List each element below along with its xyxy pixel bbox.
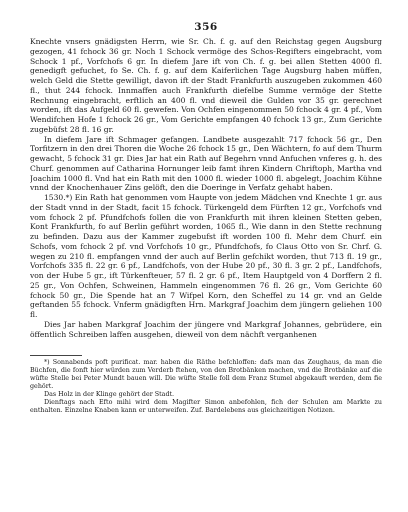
paragraph: In diefem Jare ift Schmager gefangen. Landbete ausgezahlt 717 fchock 56 gr., Den Torfitzern in den drei Thoren die Woche 26 fchock 15 gr., Den Wächtern, fo auf dem Thurm gewacht, 5 fchock 31 gr. Dies Jar hat ein Rath auf Begehrn vnnd Anfuchen vnferes g. h. des Churf. genommen auf Catharina Hornunger leib famt ihren Kindern Chriftoph, Martha vnd Joachim 1000 fl. Vnd hat ein Rath mit den 1000 fl. wieder 1000 fl. abgelegt, Joachim Kühne vnnd der Knochenhauer Zins gelöft, den die Doeringe in Verfatz gehabt haben. bbox=[30, 134, 382, 193]
body-text bbox=[30, 37, 382, 339]
paragraph: Dies Jar haben Markgraf Joachim der jüngere vnd Markgraf Johannes, gebrüdere, ein öffentlich Schreiben laffen ausgehen, dieweil von dem nächft verganhenen bbox=[30, 319, 382, 339]
paragraph: Knechte vnsers gnädigsten Herrn, wie Sr. Ch. f. g. auf den Reichstag gegen Augsburg gezogen, 41 fchock 36 gr. Noch 1 Schock vermöge des Schos-Regifters eingebracht, vom Schock 1 pf., Vorfchofs 6 gr. In diefem Jare ift von Ch. f. g. bei allen Stetten 4000 fl. genedigft gefuchet, fo Se. Ch. f. g. auf dem Kaiferlichen Tage Augsburg haben müffen, welch Geld die Stette gewilligt, davon ift der Stadt Frankfurth auszugeben zukommen 460 fl., thut 244 fchock. Innmaffen auch Frankfurth diefelbe Summe vermöge der Stette Rechnung eingebracht, erftlich an 400 fl. vnd dieweil die Gulden vor 35 gr. gerechnet worden, ift das Aufgeld 60 fl. gewefen. Von Ochfen eingenommen 50 fchock 4 gr. 4 pf., Vom Wendifchen Hofe 1 fchock 26 gr., Vom Gerichte empfangen 40 fchock 13 gr., Zum Gerichte zugebüfst 28 fl. 16 gr. bbox=[30, 37, 382, 134]
page-number: 356 bbox=[194, 21, 218, 33]
document-page bbox=[30, 20, 382, 504]
footnote: Das Holz in der Klinge gehört der Stadt. bbox=[44, 390, 175, 398]
footnote: *) Sonnabends poft purificat. mar. haben die Räthe befchloffen: dafs man das Zeughaus, da man die Büchfen, die fonft hier würden zum Verderb ftehen, von den Brotbänken machen, vnd die Brotbänke auf die wüfte Stelle bei Peter Mundt bauen will. Die wüfte Stelle foll dem Franz Stumel abgekauft werden, dem fie gehört. bbox=[30, 359, 382, 390]
footnotes bbox=[30, 359, 382, 414]
paragraph: 1530.*) Ein Rath hat genommen vom Haupte von jedem Mädchen vnd Knechte 1 gr. aus der Stadt vnnd in der Stadt, facit 15 fchock. Türkengeld dem Fürften 12 gr., Vorfchofs vnd vom fchock 2 pf. Pfundfchofs follen die von Frankfurth mit ihren kleinen Stetten geben, Kont Frankfurth, fo auf Berlin geführt worden, 1065 fl., Wie dann in den Stette rechnung zu befinden. Dazu aus der Kammer zugebufst ift worden 100 fl. Mehr dem Churf. ein Schofs, vom fchock 2 pf. vnd Vorfchofs 10 gr., Pfundfchofs, fo Claus Otto von Sr. Chrf. G. wegen zu 210 fl. empfangen vnnd der auch auf Berlin gefchikt worden, thut 713 fl. 19 gr., Vorfchofs 335 fl. 22 gr. 6 pf., Landfchofs, von der Hube 20 pf., 30 fl. 3 gr. 2 pf., Landfchofs, von der Hube 5 gr., ift Türkenfteuer, 57 fl. 2 gr. 6 pf., Item Hauptgeld von 4 Dorffern 2 fl. 25 gr., Von Ochfen, Schweinen, Hammeln eingenommen 76 fl. 26 gr., Vom Gerichte 60 fchock 50 gr., Die Spende hat an 7 Wifpel Korn, den Scheffel zu 14 gr. vnd an Gelde geftanden 55 fchock. Vnferm gnädigften Hrn. Markgraf Joachim dem jüngern geliehen 100 fl. bbox=[30, 193, 382, 319]
footnote: Dienftags nach Efto mihi wird dem Magifter Simon anbefohlen, fich der Schulen am Markte zu enthalten. Einzelne Knaben kann er unterweifen. Zuf. Bardelebens aus gleichzeitigen Notizen. bbox=[30, 398, 382, 414]
footnote-divider bbox=[30, 355, 82, 356]
